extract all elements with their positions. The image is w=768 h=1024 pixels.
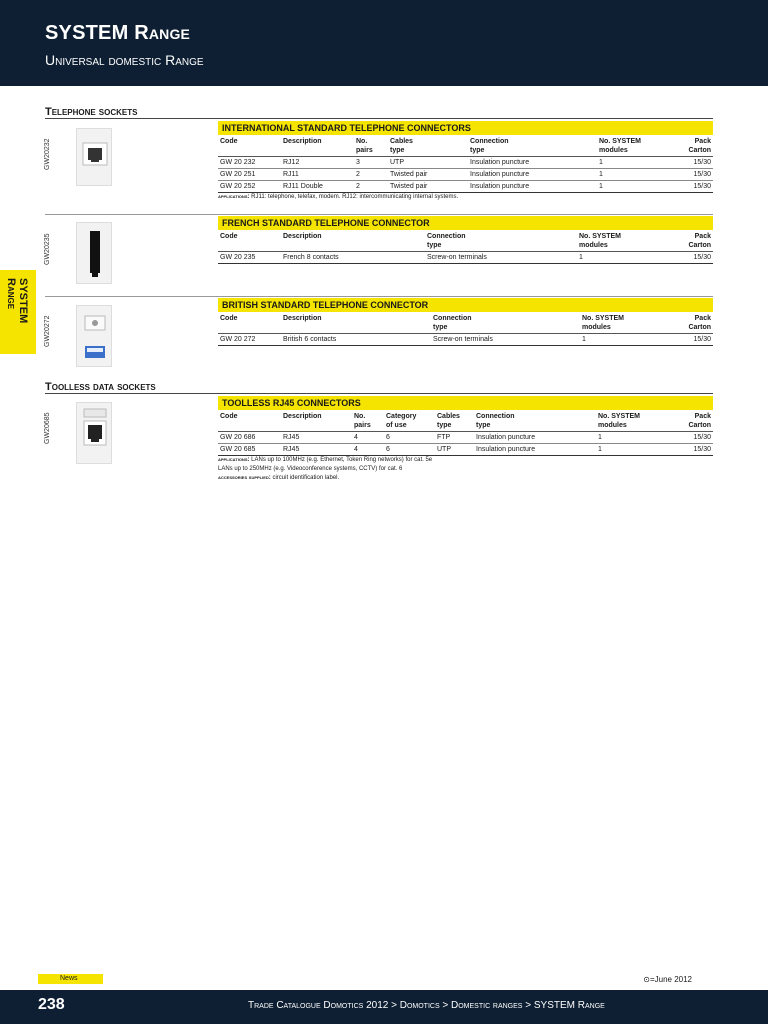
cell-modules: 1 xyxy=(597,169,653,181)
date-label: ⊙=June 2012 xyxy=(643,975,692,984)
cell-connection: Insulation puncture xyxy=(468,181,597,193)
section-title-telephone: Telephone sockets xyxy=(45,106,138,118)
cell-connection: Insulation puncture xyxy=(474,432,596,444)
note-label: applications: xyxy=(218,457,250,463)
cell-code: GW 20 252 xyxy=(218,181,281,193)
cell-pairs: 3 xyxy=(354,157,388,169)
cell-cables: Twisted pair xyxy=(388,169,468,181)
rj12-socket-icon xyxy=(77,129,113,187)
page-number: 238 xyxy=(38,996,65,1013)
col-connection: Connection type xyxy=(427,233,466,249)
cell-pack: 15/30 xyxy=(653,181,713,193)
applications-note xyxy=(218,456,432,483)
rj45-socket-image xyxy=(76,402,112,464)
col-pack: Pack Carton xyxy=(688,413,711,429)
col-modules: No. SYSTEM modules xyxy=(579,233,622,249)
table-row xyxy=(218,157,713,169)
table-title-french: FRENCH STANDARD TELEPHONE CONNECTOR xyxy=(222,218,430,228)
table-french xyxy=(218,231,713,264)
table-row xyxy=(218,252,713,264)
cell-category: 6 xyxy=(384,444,435,456)
section-rule xyxy=(45,118,713,119)
col-connection: Connection type xyxy=(476,413,515,429)
page-header xyxy=(0,0,768,86)
cell-modules: 1 xyxy=(596,432,653,444)
divider xyxy=(45,214,713,215)
applications-note xyxy=(218,193,458,202)
col-cables: Cables type xyxy=(437,413,460,429)
divider xyxy=(45,296,713,297)
accessories-text: circuit identification label. xyxy=(272,475,340,481)
page-title: SYSTEM Range xyxy=(45,22,191,44)
cell-code: GW 20 232 xyxy=(218,157,281,169)
cell-pack: 15/30 xyxy=(653,252,713,264)
table-row xyxy=(218,181,713,193)
cell-description: RJ45 xyxy=(281,444,352,456)
table-title-rj45: TOOLLESS RJ45 CONNECTORS xyxy=(222,398,361,408)
french-socket-icon xyxy=(77,223,113,285)
col-pairs: No. pairs xyxy=(354,413,371,429)
cell-connection: Insulation puncture xyxy=(474,444,596,456)
cell-modules: 1 xyxy=(596,444,653,456)
british-socket-image xyxy=(76,305,112,367)
breadcrumb: Trade Catalogue Domotics 2012 > Domotics > Domestic ranges > SYSTEM Range xyxy=(248,1000,605,1011)
col-description: Description xyxy=(283,315,322,322)
product-code-vertical: GW20272 xyxy=(44,315,51,347)
table-row xyxy=(218,432,713,444)
col-modules: No. SYSTEM modules xyxy=(599,138,642,154)
cell-pack: 15/30 xyxy=(653,169,713,181)
cell-pack: 15/30 xyxy=(653,432,713,444)
cell-category: 6 xyxy=(384,432,435,444)
cell-description: RJ45 xyxy=(281,432,352,444)
col-code: Code xyxy=(220,315,238,322)
cell-pairs: 2 xyxy=(354,169,388,181)
side-tab xyxy=(0,270,36,354)
british-socket-icon xyxy=(77,306,113,368)
col-code: Code xyxy=(220,138,238,145)
rj12-socket-image xyxy=(76,128,112,186)
col-description: Description xyxy=(283,413,322,420)
section-rule xyxy=(45,393,713,394)
cell-pack: 15/30 xyxy=(653,444,713,456)
cell-connection: Screw-on terminals xyxy=(431,334,580,346)
table-title-british: BRITISH STANDARD TELEPHONE CONNECTOR xyxy=(222,300,429,310)
accessories-label: accessories supplied: xyxy=(218,475,271,481)
cell-pairs: 4 xyxy=(352,432,384,444)
table-header-intl xyxy=(218,121,713,135)
col-description: Description xyxy=(283,233,322,240)
table-row xyxy=(218,334,713,346)
col-modules: No. SYSTEM modules xyxy=(582,315,625,331)
cell-cables: UTP xyxy=(388,157,468,169)
page-footer xyxy=(0,990,768,1024)
table-header-french xyxy=(218,216,713,230)
rj45-socket-icon xyxy=(77,403,113,465)
cell-cables: Twisted pair xyxy=(388,181,468,193)
table-header-british xyxy=(218,298,713,312)
section-title-data: Toolless data sockets xyxy=(45,381,156,393)
note-label: applications: xyxy=(218,194,250,200)
col-modules: No. SYSTEM modules xyxy=(598,413,641,429)
col-pairs: No. pairs xyxy=(356,138,373,154)
cell-modules: 1 xyxy=(597,181,653,193)
table-intl xyxy=(218,136,713,193)
col-connection: Connection type xyxy=(433,315,472,331)
cell-modules: 1 xyxy=(580,334,653,346)
note-line: LANs up to 250MHz (e.g. Videoconference systems, CCTV) for cat. 6 xyxy=(218,466,403,472)
cell-description: French 8 contacts xyxy=(281,252,425,264)
product-code-vertical: GW20235 xyxy=(44,233,51,265)
table-header-rj45 xyxy=(218,396,713,410)
cell-description: RJ11 Double xyxy=(281,181,354,193)
table-rj45 xyxy=(218,411,713,456)
note-text: RJ11: telephone, telefax, modem. RJ12: intercommunicating internal systems. xyxy=(251,194,459,200)
table-british xyxy=(218,313,713,346)
cell-code: GW 20 251 xyxy=(218,169,281,181)
table-header-row xyxy=(218,313,713,334)
cell-pairs: 4 xyxy=(352,444,384,456)
note-line: LANs up to 100MHz (e.g. Ethernet, Token Ring networks) for cat. 5e xyxy=(251,457,433,463)
cell-pack: 15/30 xyxy=(653,157,713,169)
table-title-intl: INTERNATIONAL STANDARD TELEPHONE CONNECTORS xyxy=(222,123,471,133)
table-header-row xyxy=(218,231,713,252)
col-description: Description xyxy=(283,138,322,145)
cell-description: RJ12 xyxy=(281,157,354,169)
page-subtitle: Universal domestic Range xyxy=(45,52,204,68)
col-pack: Pack Carton xyxy=(688,233,711,249)
col-pack: Pack Carton xyxy=(688,315,711,331)
col-category: Category of use xyxy=(386,413,417,429)
cell-connection: Insulation puncture xyxy=(468,169,597,181)
cell-cables: FTP xyxy=(435,432,474,444)
cell-pack: 15/30 xyxy=(653,334,713,346)
product-code-vertical: GW20685 xyxy=(44,412,51,444)
cell-code: GW 20 272 xyxy=(218,334,281,346)
side-tab-label: SYSTEM Range xyxy=(5,278,29,324)
cell-modules: 1 xyxy=(577,252,653,264)
table-row xyxy=(218,444,713,456)
col-connection: Connection type xyxy=(470,138,509,154)
table-header-row xyxy=(218,411,713,432)
product-code-vertical: GW20232 xyxy=(44,138,51,170)
col-pack: Pack Carton xyxy=(688,138,711,154)
cell-modules: 1 xyxy=(597,157,653,169)
col-code: Code xyxy=(220,413,238,420)
cell-code: GW 20 685 xyxy=(218,444,281,456)
french-socket-image xyxy=(76,222,112,284)
cell-code: GW 20 235 xyxy=(218,252,281,264)
cell-description: British 6 contacts xyxy=(281,334,431,346)
col-code: Code xyxy=(220,233,238,240)
news-badge: News xyxy=(38,974,103,984)
cell-pairs: 2 xyxy=(354,181,388,193)
table-row xyxy=(218,169,713,181)
col-cables: Cables type xyxy=(390,138,413,154)
cell-description: RJ11 xyxy=(281,169,354,181)
cell-cables: UTP xyxy=(435,444,474,456)
cell-code: GW 20 686 xyxy=(218,432,281,444)
cell-connection: Screw-on terminals xyxy=(425,252,577,264)
cell-connection: Insulation puncture xyxy=(468,157,597,169)
table-header-row xyxy=(218,136,713,157)
